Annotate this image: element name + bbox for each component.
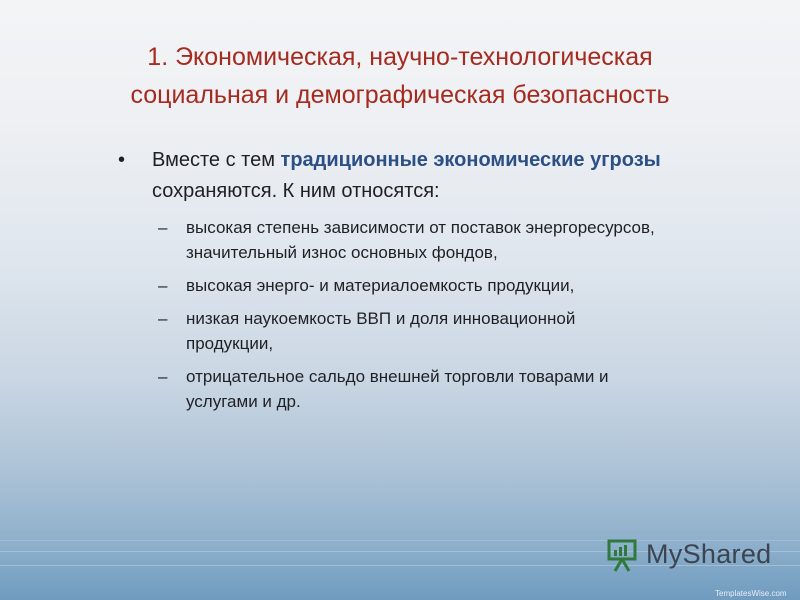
sub-item bbox=[158, 364, 768, 414]
sub-item-dash: – bbox=[158, 367, 168, 386]
slide-content bbox=[118, 145, 768, 422]
sub-item-text-line-2: значительный износ основных фондов, bbox=[186, 243, 498, 262]
title-line-1: 1. Экономическая, научно-технологическая bbox=[147, 43, 653, 71]
footer-watermark-text: TemplatesWise.com bbox=[715, 589, 787, 598]
sub-item bbox=[158, 215, 768, 265]
sub-item-text-line-1: отрицательное сальдо внешней торговли товарами и bbox=[186, 367, 609, 386]
sub-list bbox=[118, 215, 768, 414]
main-bullet-suffix: сохраняются. К ним относятся: bbox=[152, 180, 440, 202]
presentation-board-icon bbox=[606, 537, 640, 573]
sub-item-dash: – bbox=[158, 218, 168, 237]
sub-item-text-line-1: высокая степень зависимости от поставок энергоресурсов, bbox=[186, 218, 655, 237]
title-line-2: социальная и демографическая безопасность bbox=[130, 81, 670, 109]
sub-item-text-line-1: высокая энерго- и материалоемкость продукции, bbox=[186, 276, 575, 295]
sub-item-text-line-1: низкая наукоемкость ВВП и доля инновационной bbox=[186, 309, 576, 328]
logo-text: MyShared bbox=[646, 539, 772, 569]
slide-title bbox=[60, 38, 740, 114]
sub-item bbox=[158, 306, 768, 356]
sub-item-text-line-2: услугами и др. bbox=[186, 392, 301, 411]
myshared-logo[interactable] bbox=[606, 537, 772, 573]
main-bullet-highlight: традиционные экономические угрозы bbox=[280, 149, 661, 171]
sub-item-text-line-2: продукции, bbox=[186, 334, 274, 353]
sub-item-dash: – bbox=[158, 276, 168, 295]
main-bullet bbox=[118, 145, 768, 207]
sub-item bbox=[158, 273, 768, 298]
bullet-dot: • bbox=[118, 149, 126, 171]
main-bullet-prefix: Вместе с тем bbox=[152, 149, 281, 171]
sub-item-dash: – bbox=[158, 309, 168, 328]
